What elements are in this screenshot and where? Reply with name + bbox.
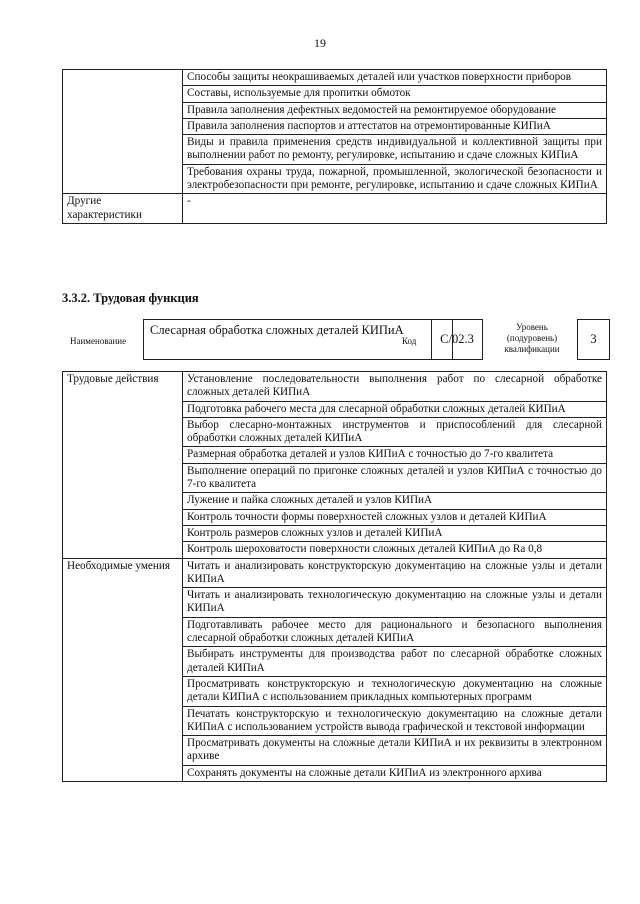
qualification-level-value: 3	[577, 319, 610, 360]
labor-action-item: Подготовка рабочего места для слесарной обработки сложных деталей КИПиА	[183, 401, 607, 417]
required-skill-item: Сохранять документы на сложные детали КИПиА из электронного архива	[183, 765, 607, 781]
requirement-text: Правила заполнения дефектных ведомостей на ремонтируемое оборудование	[183, 102, 607, 118]
qualification-level-label: Уровень (подуровень) квалификации	[504, 322, 560, 354]
required-skill-item: Читать и анализировать конструкторскую документацию на сложные узлы и детали КИПиА	[183, 558, 607, 588]
labor-actions-label: Трудовые действия	[63, 372, 183, 559]
requirement-text: -	[183, 194, 607, 224]
labor-action-item: Контроль размеров сложных узлов и деталей КИПиА	[183, 525, 607, 541]
page-number: 19	[314, 36, 326, 50]
required-skill-item: Читать и анализировать технологическую документацию на сложные узлы и детали КИПиА	[183, 588, 607, 618]
required-skill-item: Просматривать конструкторскую и технологическую документацию на сложные детали КИПиА с использованием прикладных компьютерных программ	[183, 676, 607, 706]
required-skills-label: Необходимые умения	[63, 558, 183, 781]
labor-action-item: Лужение и пайка сложных деталей и узлов КИПиА	[183, 493, 607, 509]
labor-action-item: Установление последовательности выполнения работ по слесарной обработке сложных деталей КИПиА	[183, 372, 607, 402]
requirement-text: Правила заполнения паспортов и аттестатов на отремонтированные КИПиА	[183, 118, 607, 134]
table-row	[63, 372, 607, 402]
function-code-value: С/02.3	[431, 319, 483, 360]
table-row	[63, 194, 607, 224]
requirement-text: Способы защиты неокрашиваемых деталей или участков поверхности приборов	[183, 70, 607, 86]
required-skill-item: Выбирать инструменты для производства работ по слесарной обработке сложных деталей КИПиА	[183, 647, 607, 677]
name-label: Наименование	[70, 336, 127, 346]
labor-action-item: Выбор слесарно-монтажных инструментов и приспособлений для слесарной обработки сложных деталей КИПиА	[183, 417, 607, 447]
code-label: Код	[402, 336, 417, 346]
labor-function-header	[62, 318, 610, 362]
required-skill-item: Просматривать документы на сложные детали КИПиА и их реквизиты в электронном архиве	[183, 736, 607, 766]
labor-action-item: Контроль точности формы поверхностей сложных узлов и деталей КИПиА	[183, 509, 607, 525]
function-name-value: Слесарная обработка сложных деталей КИПиА	[143, 319, 453, 360]
row-label-empty	[63, 70, 183, 194]
requirement-text: Виды и правила применения средств индивидуальной и коллективной защиты при выполнении работ по ремонту, регулировке, испытанию и сдаче сложных КИПиА	[183, 135, 607, 165]
requirement-text: Требования охраны труда, пожарной, промышленной, экологической безопасности и электробезопасности при ремонте, регулировке, испытанию и сдаче сложных КИПиА	[183, 164, 607, 194]
labor-function-table	[62, 371, 607, 782]
labor-action-item: Контроль шероховатости поверхности сложных деталей КИПиА до Ra 0,8	[183, 542, 607, 558]
labor-action-item: Выполнение операций по пригонке сложных деталей и узлов КИПиА с точностью до 7-го квалитета	[183, 463, 607, 493]
section-heading: 3.3.2. Трудовая функция	[62, 291, 199, 305]
row-label: Другие характеристики	[63, 194, 183, 224]
required-skill-item: Печатать конструкторскую и технологическую документацию на сложные детали КИПиА с использованием устройств вывода графической и текстовой информации	[183, 706, 607, 736]
knowledge-continuation-table	[62, 69, 607, 224]
labor-action-item: Размерная обработка деталей и узлов КИПиА с точностью до 7-го квалитета	[183, 447, 607, 463]
required-skill-item: Подготавливать рабочее место для рационального и безопасного выполнения слесарной обработки сложных деталей КИПиА	[183, 617, 607, 647]
requirement-text: Составы, используемые для пропитки обмоток	[183, 86, 607, 102]
table-row	[63, 558, 607, 588]
table-row	[63, 70, 607, 86]
